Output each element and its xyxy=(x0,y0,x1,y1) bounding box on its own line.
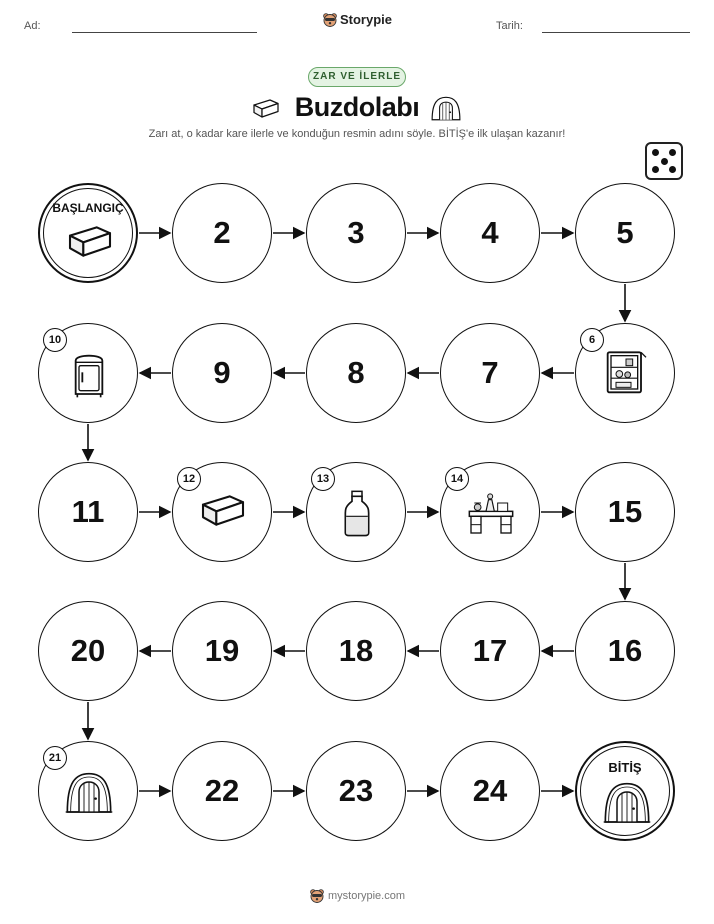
milk-bottle-icon xyxy=(332,488,382,538)
board-space[interactable] xyxy=(306,183,406,283)
start-label: BAŞLANGIÇ xyxy=(52,201,124,215)
space-number: 3 xyxy=(347,215,365,250)
space-number-badge: 12 xyxy=(177,467,201,491)
board-space[interactable] xyxy=(38,601,138,701)
board-space[interactable] xyxy=(575,183,675,283)
space-number: 15 xyxy=(607,494,643,529)
board-space[interactable] xyxy=(575,601,675,701)
cave-door-icon xyxy=(64,767,114,817)
small-fridge-icon xyxy=(64,349,114,399)
board-space[interactable] xyxy=(440,741,540,841)
name-label: Ad: xyxy=(24,20,41,32)
space-number: 5 xyxy=(616,215,634,250)
space-number-badge: 10 xyxy=(43,328,67,352)
space-number: 20 xyxy=(70,633,106,668)
space-number: 4 xyxy=(481,215,499,250)
board-space[interactable] xyxy=(440,601,540,701)
space-number: 8 xyxy=(347,355,365,390)
board-space-picture[interactable] xyxy=(306,462,406,562)
board-space-picture[interactable] xyxy=(38,741,138,841)
lab-desk-icon xyxy=(466,488,516,538)
open-fridge-icon xyxy=(601,349,651,399)
board-space[interactable] xyxy=(306,601,406,701)
space-number-badge: 13 xyxy=(311,467,335,491)
butter-block-icon xyxy=(198,488,248,538)
start-space[interactable] xyxy=(38,183,138,283)
board-space[interactable] xyxy=(38,462,138,562)
finish-space[interactable] xyxy=(575,741,675,841)
board-space[interactable] xyxy=(172,323,272,423)
board-space[interactable] xyxy=(440,323,540,423)
brand-name: Storypie xyxy=(339,12,392,27)
space-number: 16 xyxy=(607,633,643,668)
board-space-picture[interactable] xyxy=(440,462,540,562)
game-type-badge: ZAR VE İLERLE xyxy=(308,67,406,87)
board-space[interactable] xyxy=(440,183,540,283)
instructions-text: Zarı at, o kadar kare ilerle ve konduğun resmin adını söyle. BİTİŞ'e ilk ulaşan kazanır! xyxy=(148,128,566,140)
page-title: Buzdolabı xyxy=(294,92,420,122)
space-number: 18 xyxy=(338,633,374,668)
footer xyxy=(0,888,714,904)
board-space[interactable] xyxy=(172,601,272,701)
board-space[interactable] xyxy=(172,741,272,841)
space-number: 17 xyxy=(472,633,508,668)
board-space-picture[interactable] xyxy=(575,323,675,423)
board-space[interactable] xyxy=(306,323,406,423)
space-number: 9 xyxy=(213,355,231,390)
board-space-picture[interactable] xyxy=(38,323,138,423)
butter-block-icon xyxy=(65,219,115,269)
board-space[interactable] xyxy=(306,741,406,841)
space-number: 22 xyxy=(204,773,240,808)
space-number-badge: 14 xyxy=(445,467,469,491)
space-number: 23 xyxy=(338,773,374,808)
bear-mascot-icon xyxy=(309,888,325,904)
space-number: 19 xyxy=(204,633,240,668)
space-number-badge: 21 xyxy=(43,746,67,770)
cave-door-icon xyxy=(602,777,652,827)
space-number: 11 xyxy=(71,494,105,529)
board-space[interactable] xyxy=(575,462,675,562)
space-number: 24 xyxy=(472,773,508,808)
board-space[interactable] xyxy=(172,183,272,283)
space-number: 7 xyxy=(481,355,499,390)
board-space-picture[interactable] xyxy=(172,462,272,562)
finish-label: BİTİŞ xyxy=(608,760,642,775)
space-number: 2 xyxy=(213,215,231,250)
space-number-badge: 6 xyxy=(580,328,604,352)
footer-url[interactable]: mystorypie.com xyxy=(327,890,406,902)
date-label: Tarih: xyxy=(496,20,523,32)
